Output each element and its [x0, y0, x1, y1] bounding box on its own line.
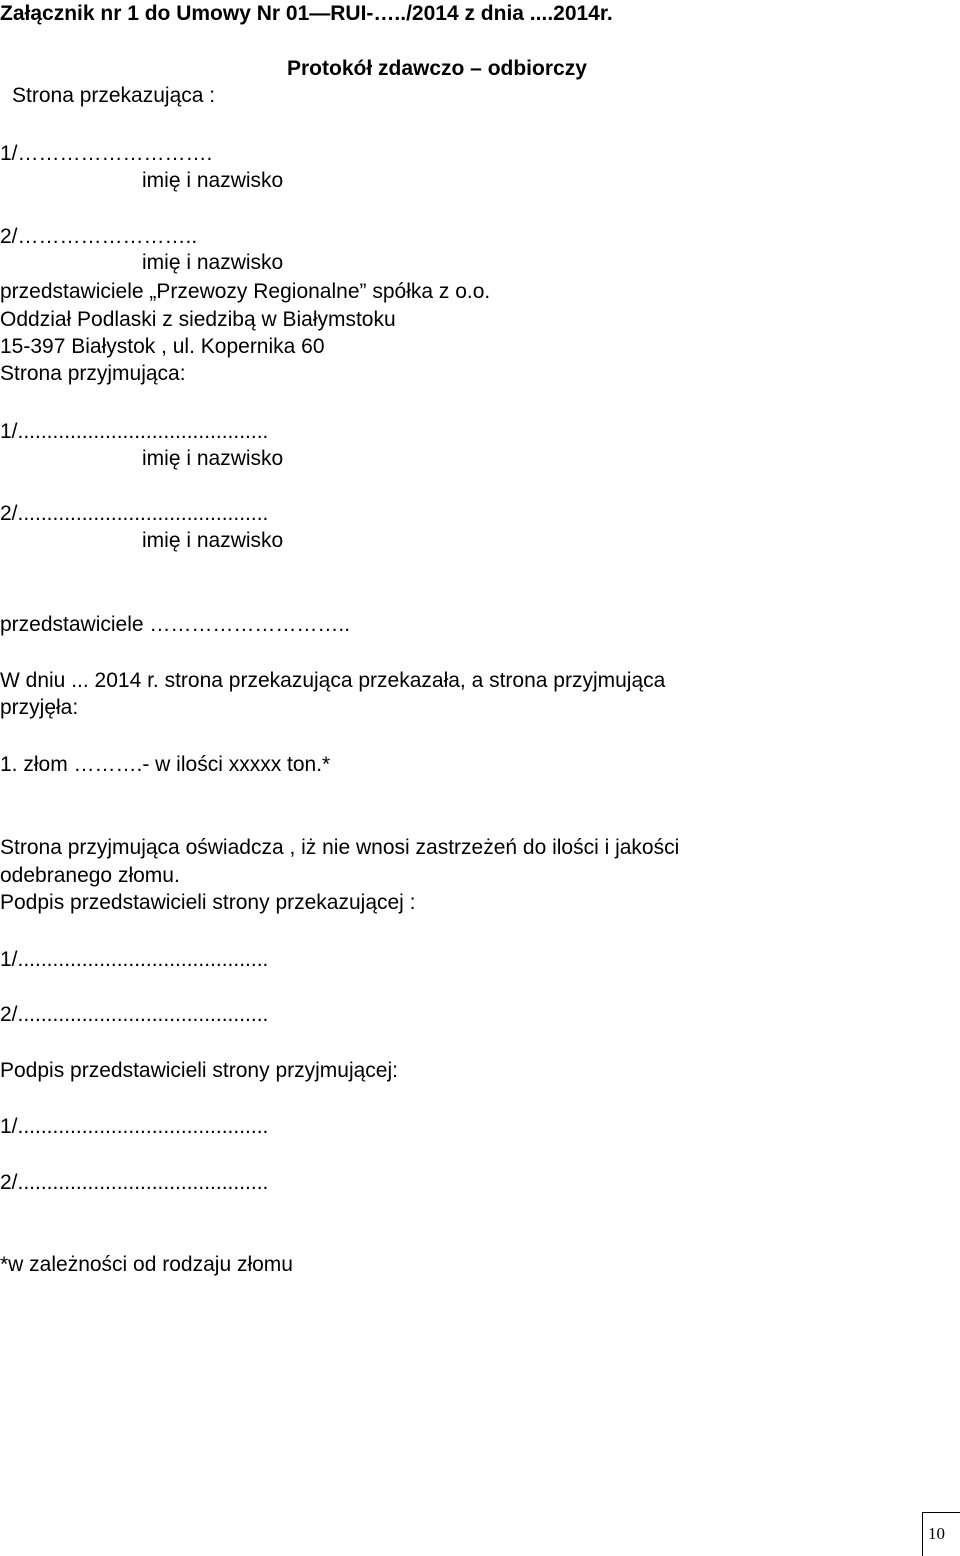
- page-number: 10: [928, 1524, 945, 1543]
- receiving-person2-caption: imię i nazwisko: [142, 529, 284, 552]
- page-number-border-top: [922, 1512, 960, 1513]
- declaration-line1: Strona przyjmująca oświadcza , iż nie wnosi zastrzeżeń do ilości i jakości: [0, 836, 680, 859]
- handing-signature-label: Podpis przedstawicieli strony przekazującej :: [0, 891, 416, 914]
- receiving-party-label: Strona przyjmująca:: [0, 362, 186, 385]
- handing-branch: Oddział Podlaski z siedzibą w Białymstoku: [0, 308, 396, 331]
- attachment-title: Załącznik nr 1 do Umowy Nr 01—RUI-…../2014 z dnia ....2014r.: [0, 2, 613, 25]
- handing-person2-caption: imię i nazwisko: [142, 251, 284, 274]
- protocol-title: Protokół zdawczo – odbiorczy: [287, 57, 587, 80]
- statement-line2: przyjęła:: [0, 696, 79, 719]
- handing-representatives: przedstawiciele „Przewozy Regionalne” spółka z o.o.: [0, 280, 491, 303]
- statement-item1: 1. złom ……….- w ilości xxxxx ton.*: [0, 753, 331, 776]
- receiving-signature1: 1/...........................................: [0, 1115, 269, 1138]
- receiving-representatives: przedstawiciele ………………………..: [0, 613, 351, 636]
- handing-address: 15-397 Białystok , ul. Kopernika 60: [0, 335, 325, 358]
- receiving-person1-line: 1/...........................................: [0, 420, 269, 443]
- receiving-person1-caption: imię i nazwisko: [142, 447, 284, 470]
- receiving-signature-label: Podpis przedstawicieli strony przyjmującej:: [0, 1059, 398, 1082]
- handing-party-label: Strona przekazująca :: [12, 84, 216, 107]
- footnote: *w zależności od rodzaju złomu: [0, 1253, 293, 1276]
- handing-signature2: 2/...........................................: [0, 1003, 269, 1026]
- declaration-line2: odebranego złomu.: [0, 864, 180, 887]
- statement-line1: W dniu ... 2014 r. strona przekazująca przekazała, a strona przyjmująca: [0, 669, 666, 692]
- handing-person1-line: 1/……………………….: [0, 142, 213, 165]
- handing-person1-caption: imię i nazwisko: [142, 169, 284, 192]
- handing-person2-line: 2/……………………..: [0, 225, 198, 248]
- handing-signature1: 1/...........................................: [0, 948, 269, 971]
- receiving-person2-line: 2/...........................................: [0, 502, 269, 525]
- page-number-border-left: [922, 1512, 923, 1556]
- receiving-signature2: 2/...........................................: [0, 1171, 269, 1194]
